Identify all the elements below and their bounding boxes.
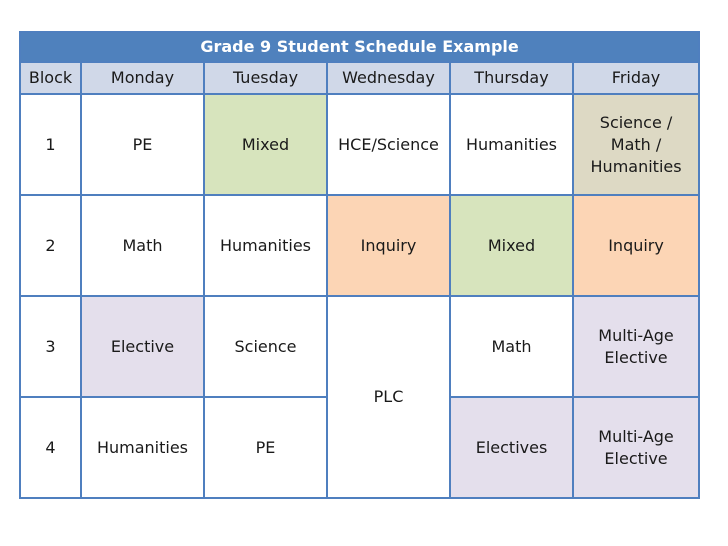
cell-wednesday-plc: PLC xyxy=(327,296,450,498)
table-row xyxy=(20,94,699,195)
cell-monday: Elective xyxy=(81,296,204,397)
header-row xyxy=(20,62,699,94)
block-number: 2 xyxy=(20,195,81,296)
cell-thursday: Electives xyxy=(450,397,573,498)
cell-tuesday: Humanities xyxy=(204,195,327,296)
cell-tuesday: Mixed xyxy=(204,94,327,195)
cell-thursday: Math xyxy=(450,296,573,397)
title-row xyxy=(20,32,699,62)
cell-friday: Multi-Age Elective xyxy=(573,296,699,397)
cell-thursday: Humanities xyxy=(450,94,573,195)
cell-tuesday: PE xyxy=(204,397,327,498)
header-tuesday: Tuesday xyxy=(204,62,327,94)
cell-friday: Inquiry xyxy=(573,195,699,296)
block-number: 3 xyxy=(20,296,81,397)
schedule-table xyxy=(19,31,700,499)
header-wednesday: Wednesday xyxy=(327,62,450,94)
header-monday: Monday xyxy=(81,62,204,94)
cell-monday: PE xyxy=(81,94,204,195)
block-number: 4 xyxy=(20,397,81,498)
cell-thursday: Mixed xyxy=(450,195,573,296)
cell-monday: Humanities xyxy=(81,397,204,498)
cell-tuesday: Science xyxy=(204,296,327,397)
table-row xyxy=(20,195,699,296)
cell-friday: Science / Math / Humanities xyxy=(573,94,699,195)
header-block: Block xyxy=(20,62,81,94)
table-row xyxy=(20,296,699,397)
header-thursday: Thursday xyxy=(450,62,573,94)
schedule-title: Grade 9 Student Schedule Example xyxy=(20,32,699,62)
cell-friday: Multi-Age Elective xyxy=(573,397,699,498)
block-number: 1 xyxy=(20,94,81,195)
cell-wednesday: Inquiry xyxy=(327,195,450,296)
cell-monday: Math xyxy=(81,195,204,296)
header-friday: Friday xyxy=(573,62,699,94)
cell-wednesday: HCE/Science xyxy=(327,94,450,195)
